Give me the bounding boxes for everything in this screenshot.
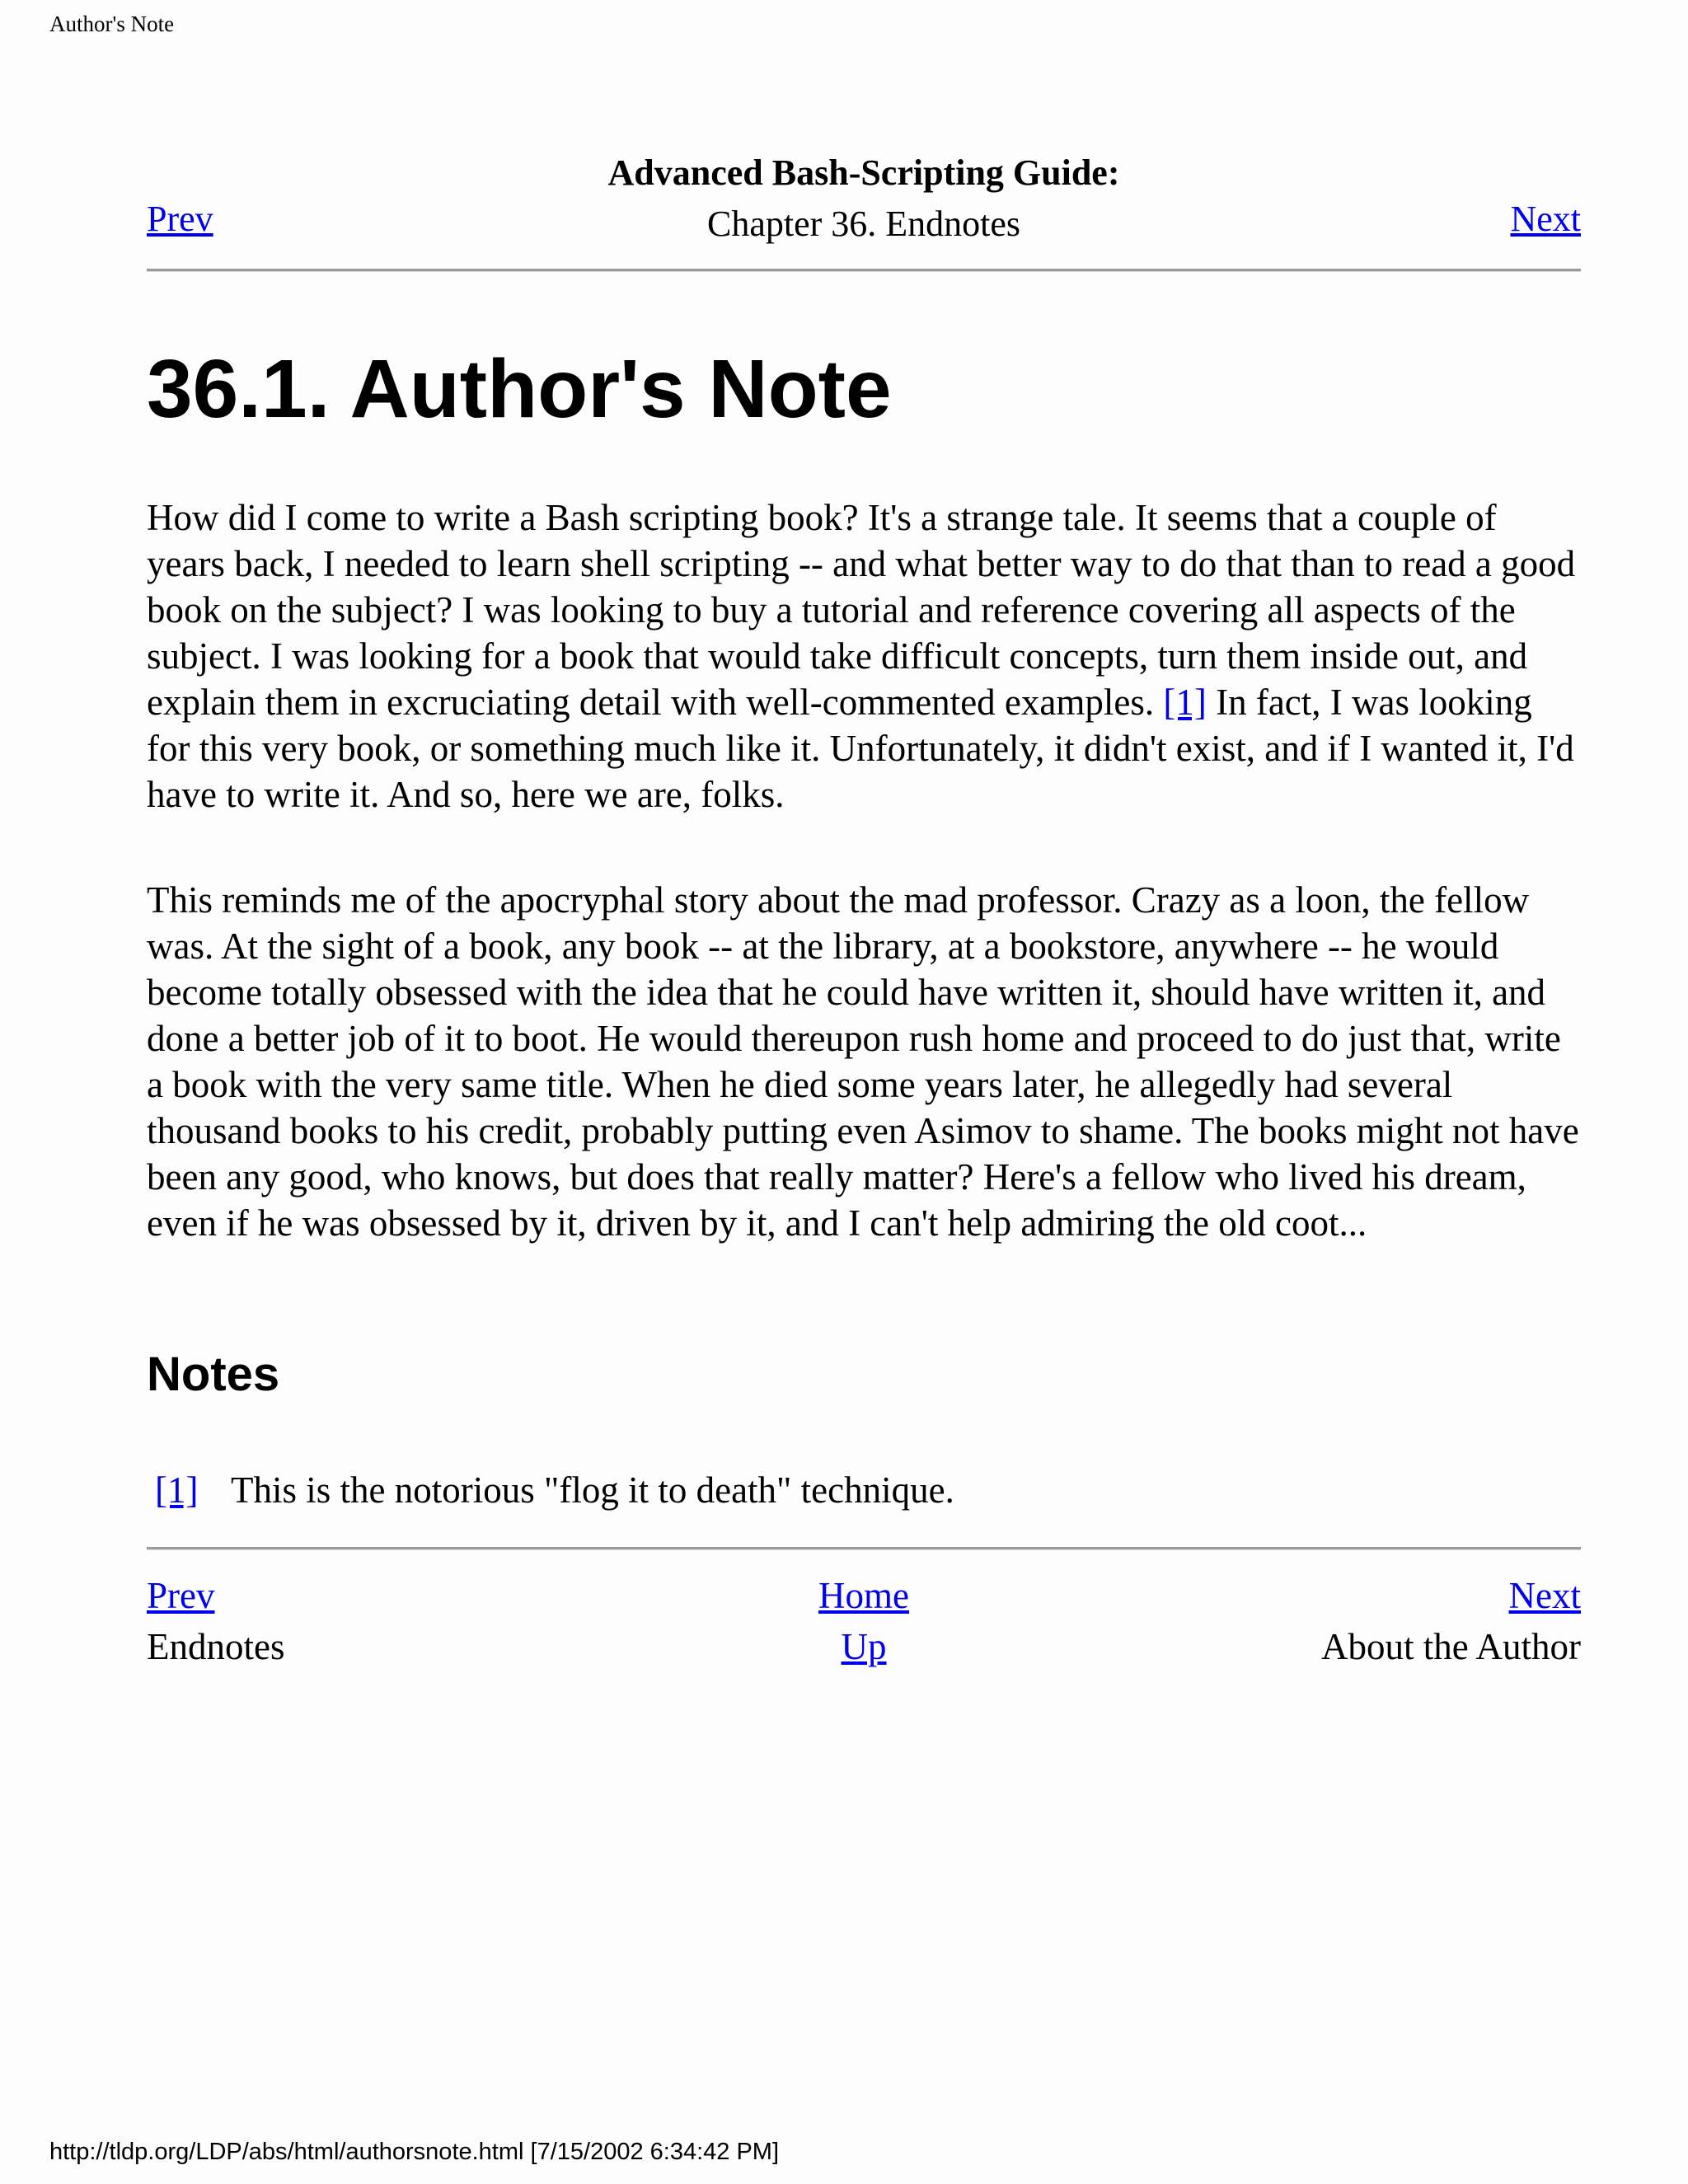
footer-up-link[interactable]: Up <box>841 1626 887 1667</box>
footnote-backref-link[interactable]: [1] <box>155 1469 199 1511</box>
notes-heading: Notes <box>147 1347 280 1401</box>
footer-next-link[interactable]: Next <box>1508 1575 1581 1616</box>
paragraph-1-text-b: In fact, I was looking for this very book, or something much like it. Unfortunately, it didn't exist, and if I wanted it, I'd have to write it. And so, here we are, folks. <box>147 682 1574 815</box>
paragraph-1-text-a: How did I come to write a Bash scripting book? It's a strange tale. It seems that a couple of years back, I needed to learn shell scripting -- and what better way to do that than to read a good book on the subject? I was looking to buy a tutorial and reference covering all aspects of the subject. I was looking for a book that would take difficult concepts, turn them inside out, and explain them in excruciating detail with well-commented examples. <box>147 497 1576 723</box>
footer-divider <box>147 1547 1581 1550</box>
footer-next-title: About the Author <box>1321 1626 1581 1667</box>
prev-link[interactable]: Prev <box>147 199 213 239</box>
footer-prev-link[interactable]: Prev <box>147 1575 215 1616</box>
print-url-stamp: http://tldp.org/LDP/abs/html/authorsnote.html [7/15/2002 6:34:42 PM] <box>49 2139 780 2165</box>
footer-prev-title: Endnotes <box>147 1626 285 1667</box>
navigation-footer <box>147 1570 1581 1677</box>
paragraph-1 <box>147 494 1581 818</box>
section-title: 36.1. Author's Note <box>147 343 892 435</box>
footer-home-link[interactable]: Home <box>818 1575 909 1616</box>
book-title: Advanced Bash-Scripting Guide: <box>607 152 1120 193</box>
footnote-text: This is the notorious "flog it to death" technique. <box>231 1469 954 1511</box>
next-link[interactable]: Next <box>1510 199 1581 239</box>
navigation-header <box>147 148 1581 247</box>
chapter-title: Chapter 36. Endnotes <box>706 204 1021 244</box>
print-page-title: Author's Note <box>49 12 175 36</box>
footnote-ref-link[interactable]: [1] <box>1163 682 1207 723</box>
header-divider <box>147 269 1581 272</box>
paragraph-2: This reminds me of the apocryphal story about the mad professor. Crazy as a loon, the fellow was. At the sight of a book, any book -- at the library, at a bookstore, anywhere -- he would become totally obsessed with the idea that he could have written it, should have written it, and done a better job of it to boot. He would thereupon rush home and proceed to do just that, write a book with the very same title. When he died some years later, he allegedly had several thousand books to his credit, probably putting even Asimov to shame. The books might not have been any good, who knows, but does that really matter? Here's a fellow who lived his dream, even if he was obsessed by it, driven by it, and I can't help admiring the old coot... <box>147 879 1579 1244</box>
